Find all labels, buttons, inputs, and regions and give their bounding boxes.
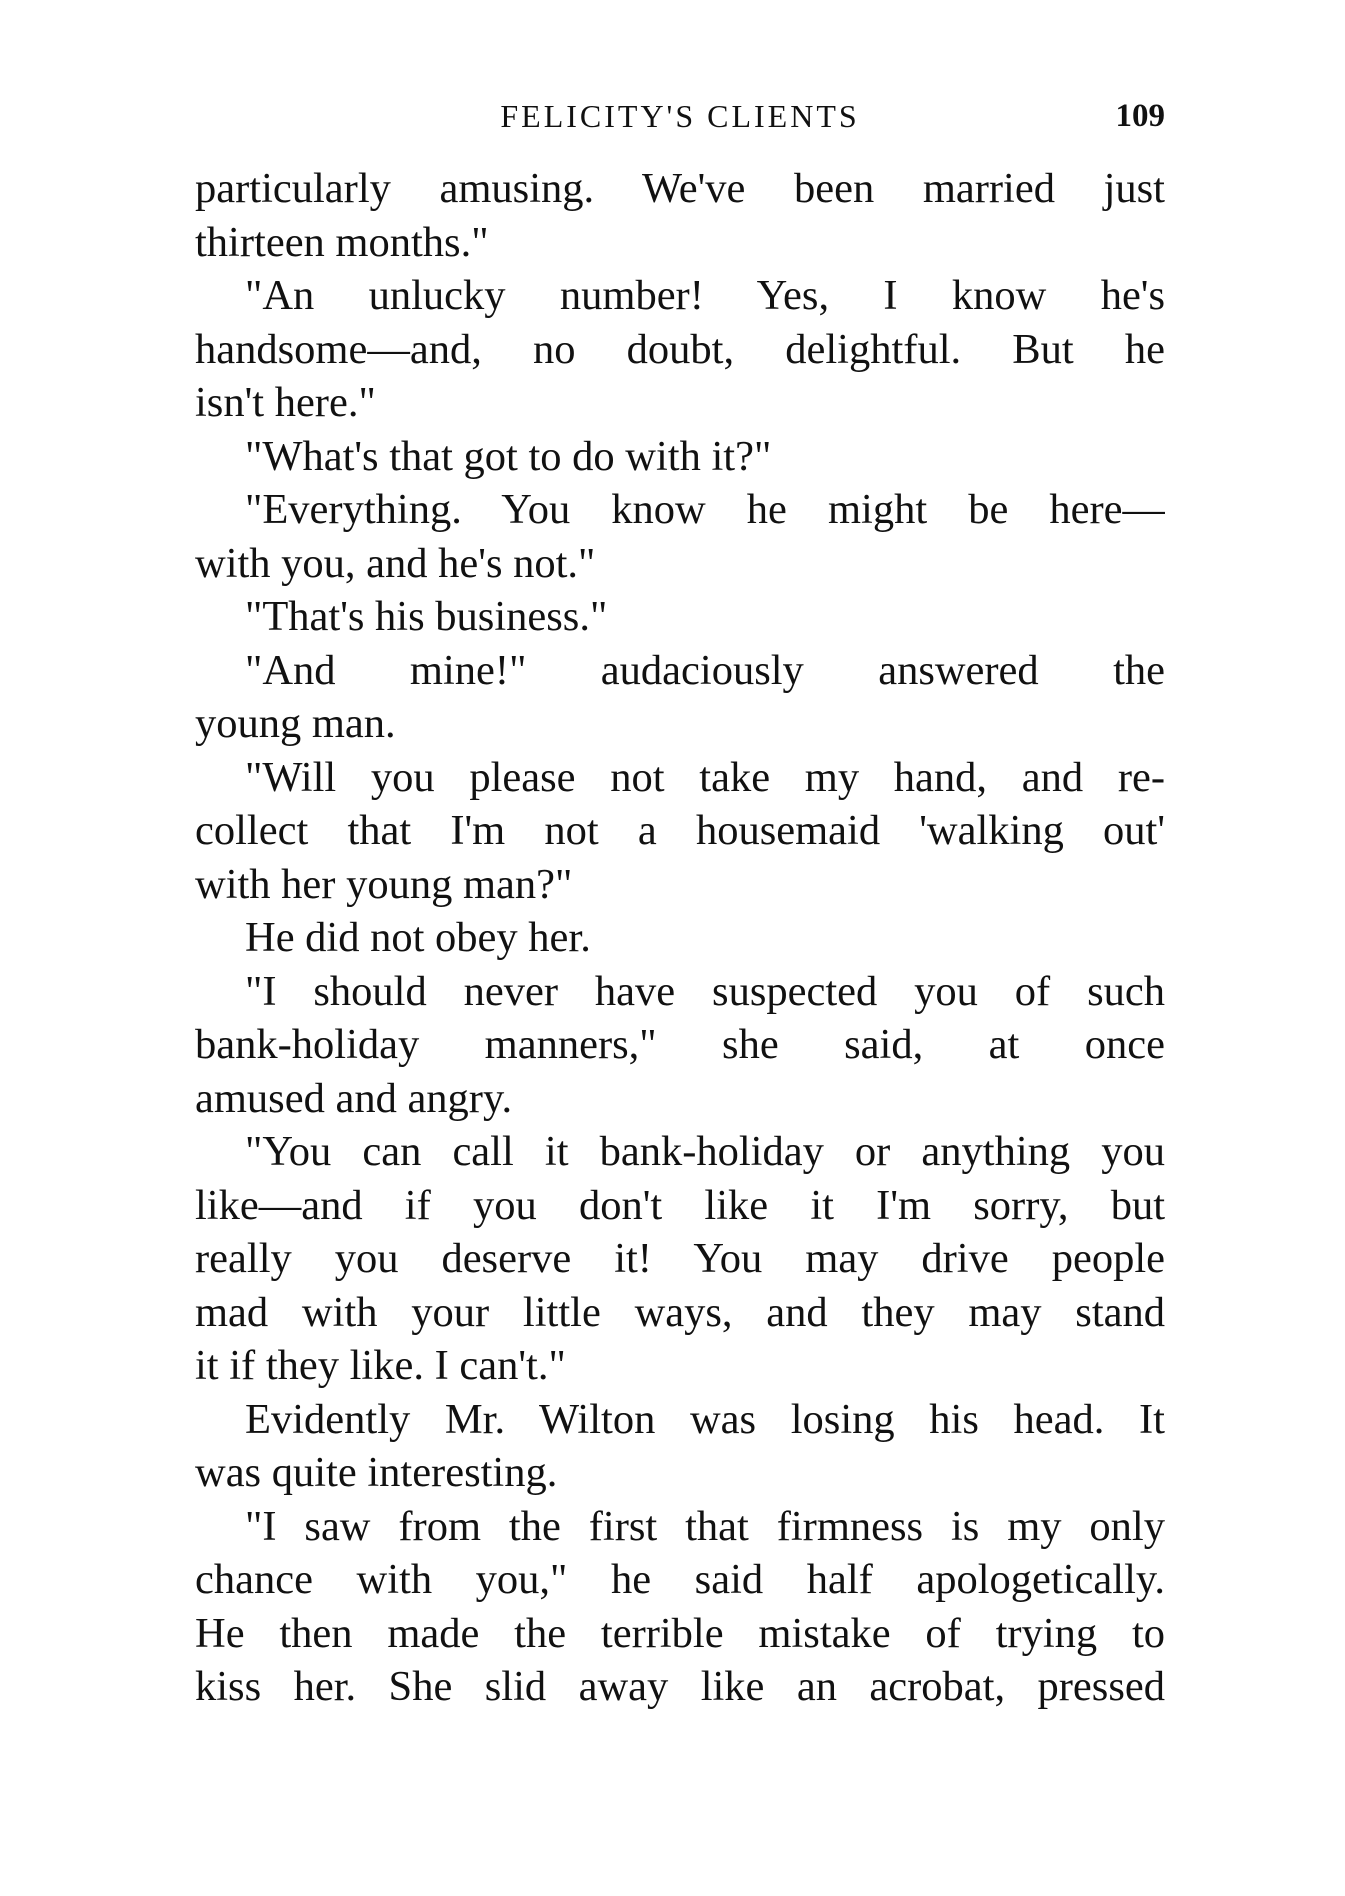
text-line: like—and if you don't like it I'm sorry, but bbox=[195, 1181, 1165, 1229]
text-line: with you, and he's not." bbox=[195, 539, 596, 587]
text-line: bank-holiday manners," she said, at once bbox=[195, 1021, 1165, 1068]
text-line: "Will you please not take my hand, and re- bbox=[245, 753, 1165, 801]
text-line: "You can call it bank-holiday or anything you bbox=[245, 1128, 1165, 1175]
running-title: FELICITY'S CLIENTS bbox=[500, 98, 860, 134]
text-line: it if they like. I can't." bbox=[195, 1342, 566, 1389]
text-line: young man. bbox=[195, 700, 396, 747]
text-line: particularly amusing. We've been married just bbox=[195, 165, 1165, 212]
page-number: 109 bbox=[1115, 98, 1165, 134]
text-line: "I saw from the first that firmness is my only bbox=[245, 1502, 1165, 1550]
text-line: "I should never have suspected you of such bbox=[245, 967, 1165, 1015]
text-line: really you deserve it! You may drive people bbox=[195, 1235, 1165, 1282]
text-line: He then made the terrible mistake of trying to bbox=[195, 1609, 1165, 1657]
text-line: "And mine!" audaciously answered the bbox=[245, 646, 1165, 694]
text-line: "An unlucky number! Yes, I know he's bbox=[245, 272, 1165, 319]
text-line: handsome—and, no doubt, delightful. But he bbox=[195, 325, 1165, 373]
text-line: chance with you," he said half apologetically. bbox=[195, 1556, 1165, 1603]
page-header bbox=[195, 96, 1165, 146]
body-text bbox=[195, 162, 1165, 1714]
text-line: "That's his business." bbox=[245, 593, 608, 640]
text-line: He did not obey her. bbox=[245, 914, 591, 961]
text-line: mad with your little ways, and they may stand bbox=[195, 1288, 1165, 1336]
text-line: Evidently Mr. Wilton was losing his head. It bbox=[245, 1395, 1165, 1443]
text-line: amused and angry. bbox=[195, 1074, 513, 1122]
text-line: isn't here." bbox=[195, 379, 376, 426]
text-line: "Everything. You know he might be here— bbox=[245, 486, 1165, 533]
text-line: collect that I'm not a housemaid 'walking out' bbox=[195, 807, 1165, 854]
text-line: thirteen months." bbox=[195, 218, 489, 266]
text-line: kiss her. She slid away like an acrobat, pressed bbox=[195, 1663, 1165, 1710]
text-line: with her young man?" bbox=[195, 860, 573, 908]
text-line: "What's that got to do with it?" bbox=[245, 432, 772, 480]
text-line: was quite interesting. bbox=[195, 1449, 558, 1496]
